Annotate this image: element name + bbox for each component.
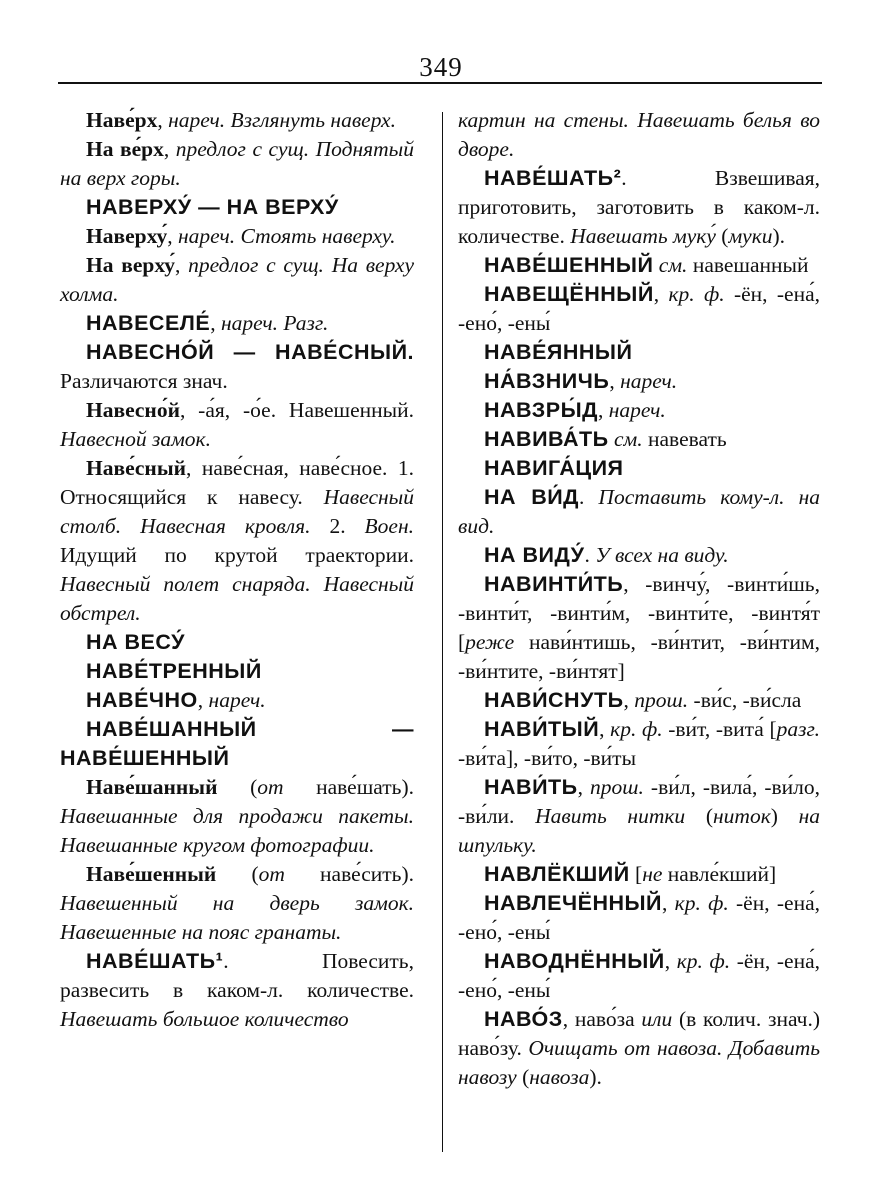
dictionary-entry-navivat: [458, 425, 820, 454]
usage-example: нареч.: [620, 369, 678, 393]
usage-example: У всех на виду.: [595, 543, 729, 567]
definition-text: ,: [157, 108, 169, 132]
dictionary-entry-navetrenny: [60, 657, 414, 686]
headword: НАВЕ́ШАННЫЙ — НАВЕ́ШЕННЫЙ: [60, 717, 414, 770]
definition-text: -ён, -ена́, -ено́, -ены́: [458, 891, 820, 944]
headword: НАВЕ́ЧНО: [86, 688, 198, 712]
definition-text: ,: [662, 891, 675, 915]
usage-example: нареч.: [608, 398, 666, 422]
usage-example: предлог с сущ. Поднятый на верх горы.: [60, 137, 414, 190]
subheadword: На ве́рх: [86, 137, 164, 161]
definition-text: , -винчу́, -винти́шь, -винти́т, -винти́м, -винти́те, -винтя́т [: [458, 572, 820, 654]
headword: НАВО́З: [484, 1007, 563, 1031]
usage-example: кр. ф.: [610, 717, 663, 741]
definition-text: нави́нтишь, -ви́нтит, -ви́нтим, -ви́нтите, -ви́нтят]: [458, 630, 820, 683]
definition-text: ,: [599, 717, 611, 741]
usage-example: Очищать от навоза. Добавить навозу: [458, 1036, 820, 1089]
usage-example: Воен.: [364, 514, 414, 538]
dictionary-entry-navintit: [458, 570, 820, 686]
right-column: [458, 106, 820, 1092]
usage-example: нареч. Стоять наверху.: [178, 224, 396, 248]
usage-example: от: [257, 775, 284, 799]
definition-text: ): [770, 804, 799, 828]
definition-text: навевать: [642, 427, 727, 451]
usage-example: Навесный столб. Навесная кровля.: [60, 485, 414, 538]
usage-example: картин на стены. Навешать белья во дворе.: [458, 108, 820, 161]
usage-example: ниток: [713, 804, 771, 828]
dictionary-entry-navesnoy: [60, 396, 414, 454]
usage-example: предлог с сущ. На верху холма.: [60, 253, 415, 306]
usage-example: прош.: [634, 688, 689, 712]
definition-text: . Взвешивая, приготовить, заготовить в каком-л. количестве.: [458, 166, 820, 248]
dictionary-entry-naveshat2: [458, 164, 820, 251]
dictionary-entry-na-vesu: [60, 628, 414, 657]
headword: НАВЕСЕЛЕ́: [86, 311, 211, 335]
usage-example: не: [642, 862, 663, 886]
dictionary-entry-navodnenny: [458, 947, 820, 1005]
definition-text: ,: [163, 137, 176, 161]
definition-text: -ви́л, -вила́, -ви́ло, -ви́ли.: [458, 775, 821, 828]
usage-example: кр. ф.: [674, 891, 729, 915]
dictionary-entry-naveshchenny: [458, 280, 820, 338]
definition-text: , наво́за: [562, 1007, 642, 1031]
subheadword: Наве́шенный: [86, 862, 217, 886]
dictionary-entry-navesny: [60, 454, 414, 628]
definition-text: -ви́та], -ви́то, -ви́ты: [458, 746, 637, 770]
dictionary-entry-naveshenny: [60, 860, 414, 947]
dictionary-entry-navit: [458, 773, 820, 860]
definition-text: ,: [167, 224, 179, 248]
dictionary-entry-naveselie: [60, 309, 414, 338]
dictionary-entry-navlekshiy: [458, 860, 820, 889]
definition-text: ).: [589, 1065, 602, 1089]
dictionary-entry-navoz: [458, 1005, 820, 1092]
subheadword: Наве́шанный: [86, 775, 218, 799]
dictionary-entry-na-verkhu-prep: [60, 251, 414, 309]
definition-text: .: [584, 543, 596, 567]
definition-text: ,: [577, 775, 591, 799]
headword: НАВИВА́ТЬ: [484, 427, 609, 451]
usage-example: Навешать муку́: [570, 224, 716, 248]
dictionary-entry-naveshenny-ref: [458, 251, 820, 280]
definition-text: ,: [609, 369, 621, 393]
definition-text: ,: [197, 688, 209, 712]
definition-text: . Повесить, развесить в каком-л. количестве.: [60, 949, 414, 1002]
usage-example: реже: [465, 630, 515, 654]
definition-text: ).: [772, 224, 786, 248]
left-column: [60, 106, 414, 1034]
headword: НАВОДНЁННЫЙ: [484, 949, 665, 973]
usage-example: нареч. Разг.: [220, 311, 329, 335]
dictionary-entry-na-vidu: [458, 541, 820, 570]
headword: НАВЛЁКШИЙ: [484, 862, 630, 886]
headword: НА́ВЗНИЧЬ: [484, 369, 610, 393]
headword: НАВЕ́ШЕННЫЙ: [484, 253, 654, 277]
usage-example: см.: [613, 427, 643, 451]
headword: НАВЕ́ШАТЬ¹: [86, 949, 224, 973]
dictionary-entry-naveshanny: [60, 773, 414, 860]
headword: НАВЛЕЧЁННЫЙ: [484, 891, 663, 915]
definition-text: , -а́я, -о́е. Навешенный.: [179, 398, 414, 422]
definition-text: -ви́т, -вита́ [: [662, 717, 777, 741]
definition-text: навле́кший]: [662, 862, 777, 886]
dictionary-entry-navisnut: [458, 686, 820, 715]
usage-example: Поставить кому-л. на вид.: [458, 485, 821, 538]
definition-text: (в колич. знач.) наво́зу.: [458, 1007, 820, 1060]
column-divider: [442, 112, 443, 1152]
headword: НАВЕЩЁННЫЙ: [484, 282, 654, 306]
dictionary-entry-na-vid: [458, 483, 820, 541]
dictionary-entry-naveyanny: [458, 338, 820, 367]
definition-text: Различаются знач.: [60, 369, 228, 393]
subheadword: Наве́рх: [86, 108, 158, 132]
usage-example: разг.: [776, 717, 821, 741]
definition-text: ,: [653, 282, 669, 306]
usage-example: Навесной замок.: [60, 427, 211, 451]
definition-text: наве́шать).: [283, 775, 414, 799]
definition-text: (: [715, 224, 729, 248]
headword: НА ВЕСУ́: [86, 630, 186, 654]
usage-example: Навесный полет снаряда. Навесный обстрел.: [60, 572, 414, 625]
definition-text: (: [217, 775, 258, 799]
headword: НАВИ́ТЬ: [484, 775, 578, 799]
usage-example: Навить нитки: [535, 804, 686, 828]
subheadword: Наверху́: [86, 224, 168, 248]
definition-text: -ён, -ена́, -ено́, -ены́: [458, 949, 820, 1002]
definition-text: ,: [664, 949, 677, 973]
definition-text: -ви́с, -ви́сла: [688, 688, 802, 712]
dictionary-entry-naveshat1-cont: [458, 106, 820, 164]
dictionary-entry-navechno: [60, 686, 414, 715]
dictionary-entry-navesnoy-header: [60, 338, 414, 396]
header-rule: [58, 82, 822, 84]
definition-text: -ён, -ена́, -ено́, -ены́: [458, 282, 820, 335]
usage-example: Навешанные для продажи пакеты. Навешанные кругом фотографии.: [60, 804, 414, 857]
dictionary-entry-navigatsiya: [458, 454, 820, 483]
definition-text: [: [629, 862, 643, 886]
usage-example: кр. ф.: [668, 282, 725, 306]
page-number: 349: [419, 52, 463, 82]
dictionary-entry-naveshanny-header: [60, 715, 414, 773]
dictionary-entry-naveshat1: [60, 947, 414, 1034]
dictionary-entry-naverkhu-adv: [60, 222, 414, 251]
definition-text: навешанный: [687, 253, 809, 277]
definition-text: 2.: [310, 514, 365, 538]
usage-example: муки: [728, 224, 773, 248]
definition-text: , наве́сная, наве́сное. 1. Относящийся к навесу.: [60, 456, 414, 509]
usage-example: Навешенный на дверь замок. Навешенные на пояс гранаты.: [60, 891, 414, 944]
dictionary-entry-navznich: [458, 367, 820, 396]
usage-example: или: [641, 1007, 673, 1031]
subheadword: Наве́сный: [86, 456, 186, 480]
definition-text: (: [685, 804, 713, 828]
headword: НА ВИ́Д: [484, 485, 579, 509]
definition-text: (: [216, 862, 259, 886]
usage-example: кр. ф.: [676, 949, 731, 973]
definition-text: ,: [210, 311, 221, 335]
headword: НАВИ́СНУТЬ: [484, 688, 624, 712]
headword: НАВИНТИ́ТЬ: [484, 572, 624, 596]
definition-text: (: [516, 1065, 530, 1089]
definition-text: ,: [175, 253, 189, 277]
headword: НАВИГА́ЦИЯ: [484, 456, 624, 480]
dictionary-entry-naverkhu-header: [60, 193, 414, 222]
headword: НАВЕ́ТРЕННЫЙ: [86, 659, 262, 683]
usage-example: нареч.: [208, 688, 266, 712]
headword: НАВЕСНО́Й — НАВЕ́СНЫЙ.: [86, 340, 414, 364]
definition-text: ,: [623, 688, 635, 712]
headword: НАВЕ́ЯННЫЙ: [484, 340, 633, 364]
usage-example: от: [258, 862, 285, 886]
dictionary-entry-na-verkh-prep: [60, 135, 414, 193]
subheadword: Навесно́й: [86, 398, 180, 422]
usage-example: Навешать большое количество: [60, 1007, 349, 1031]
dictionary-entry-naviti: [458, 715, 820, 773]
dictionary-entry-navzryd: [458, 396, 820, 425]
usage-example: см.: [658, 253, 688, 277]
headword: НАВЕРХУ́ — НА ВЕРХУ́: [86, 195, 339, 219]
headword: НАВЕ́ШАТЬ²: [484, 166, 622, 190]
headword: НА ВИДУ́: [484, 543, 585, 567]
usage-example: нареч. Взглянуть наверх.: [168, 108, 396, 132]
usage-example: прош.: [590, 775, 644, 799]
headword: НАВЗРЫ́Д: [484, 398, 598, 422]
headword: НАВИ́ТЫЙ: [484, 717, 600, 741]
subheadword: На верху́: [86, 253, 176, 277]
definition-text: ,: [597, 398, 609, 422]
definition-text: .: [579, 485, 599, 509]
usage-example: на шпульку.: [458, 804, 820, 857]
dictionary-entry-naverkh-adv: [60, 106, 414, 135]
usage-example: навоза: [529, 1065, 590, 1089]
dictionary-entry-navlechenny: [458, 889, 820, 947]
definition-text: наве́сить).: [284, 862, 414, 886]
definition-text: Идущий по крутой траектории.: [60, 543, 414, 567]
